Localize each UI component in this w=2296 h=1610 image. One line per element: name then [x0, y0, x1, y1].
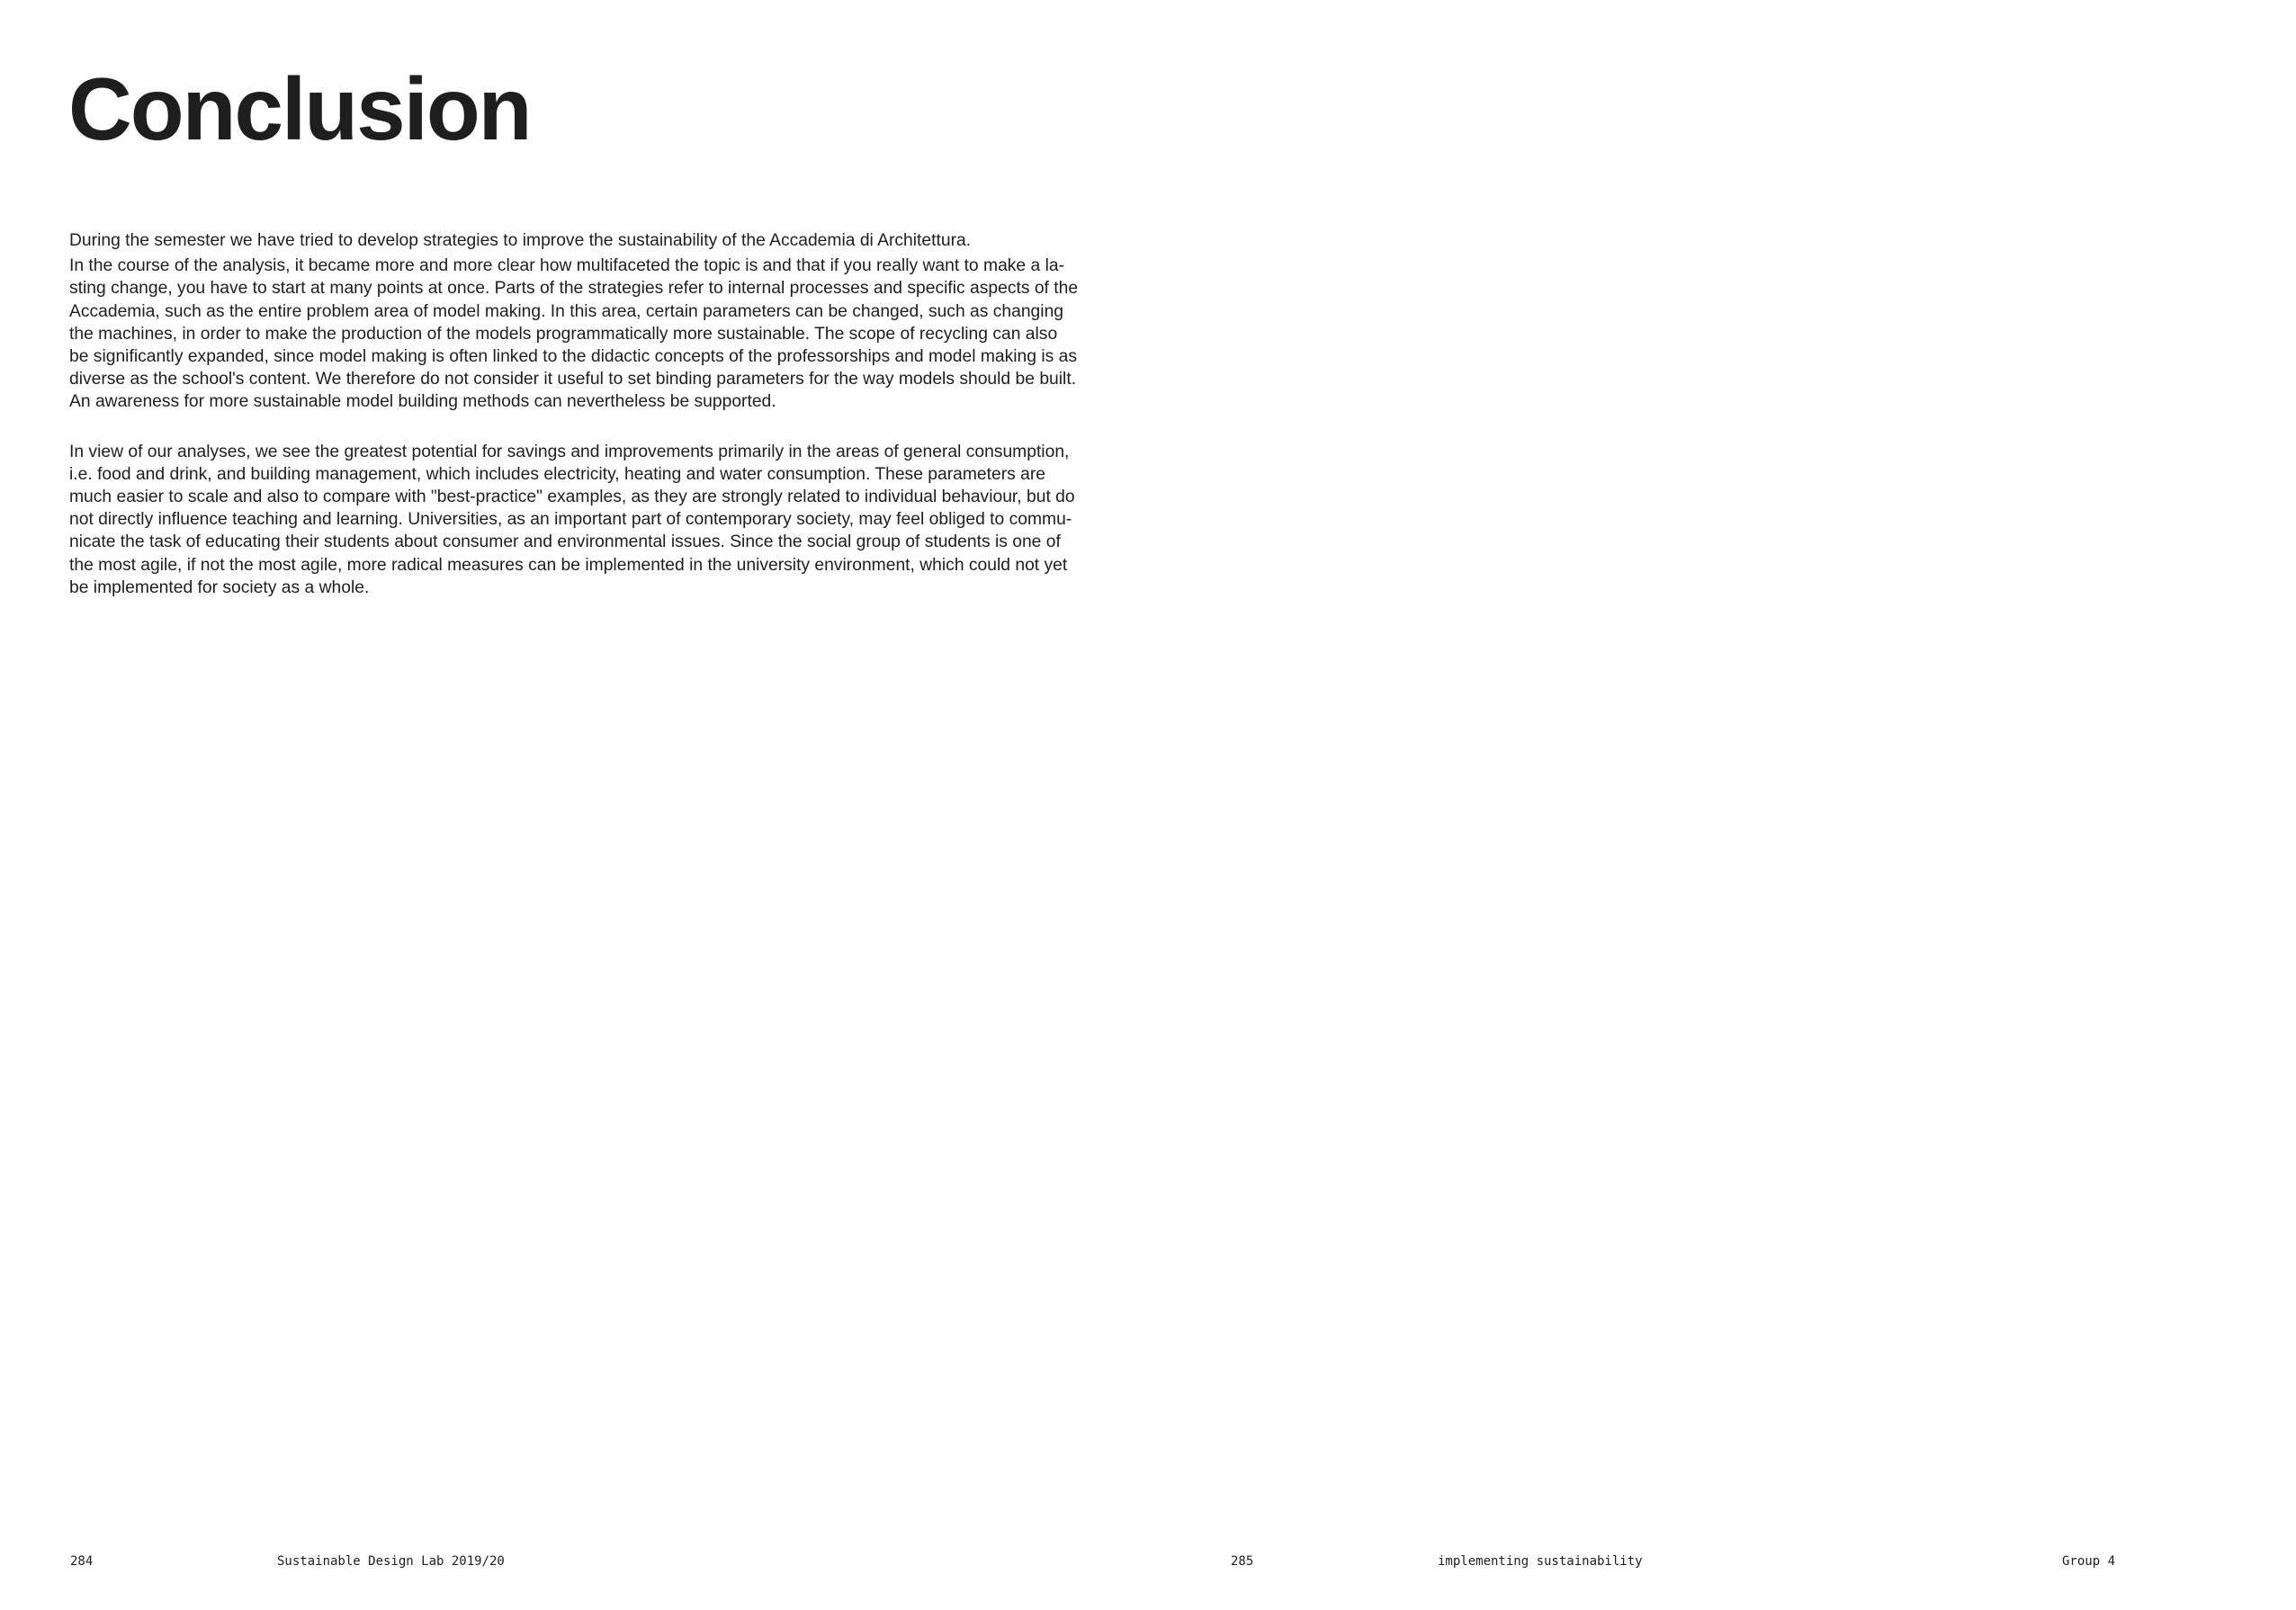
page-title: Conclusion: [68, 59, 531, 158]
text-line: the machines, in order to make the production of the models programmatically more sustainable. The scope of recycling can also: [69, 324, 1058, 344]
text-line: i.e. food and drink, and building management, which includes electricity, heating and water consumption. These parameters are: [69, 464, 1046, 484]
text-line: sting change, you have to start at many points at once. Parts of the strategies refer to internal processes and specific aspects of the: [69, 279, 1079, 299]
paragraph-potential: [69, 441, 1075, 599]
left-running-title: Sustainable Design Lab 2019/20: [277, 1554, 505, 1569]
text-line: diverse as the school's content. We therefore do not consider it useful to set binding parameters for the way models should be built.: [69, 370, 1077, 389]
left-page-number: 284: [70, 1554, 94, 1569]
text-line: In view of our analyses, we see the greatest potential for savings and improvements primarily in the areas of general consumption,: [69, 442, 1070, 461]
text-line: nicate the task of educating their students about consumer and environmental issues. Since the social group of students is one of: [69, 532, 1061, 552]
text-line: much easier to scale and also to compare with "best-practice" examples, as they are strongly related to individual behaviour, but do: [69, 487, 1075, 507]
text-line: not directly influence teaching and learning. Universities, as an important part of contemporary society, may feel obliged to commu-: [69, 510, 1072, 530]
paragraph-analysis: [69, 255, 1079, 413]
text-line: the most agile, if not the most agile, more radical measures can be implemented in the university environment, which could not yet: [69, 555, 1068, 575]
text-line: be significantly expanded, since model making is often linked to the didactic concepts of the professorships and model making is as: [69, 347, 1078, 367]
text-line: be implemented for society as a whole.: [69, 577, 370, 597]
conclusion-body: [69, 229, 1079, 626]
text-line: Accademia, such as the entire problem area of model making. In this area, certain parameters can be changed, such as changing: [69, 301, 1064, 321]
intro-paragraph: During the semester we have tried to develop strategies to improve the sustainability of the Accademia di Architettura.: [69, 231, 972, 250]
right-running-title: implementing sustainability: [1438, 1554, 1643, 1569]
text-line: An awareness for more sustainable model building methods can nevertheless be supported.: [69, 392, 776, 412]
group-label: Group 4: [2062, 1554, 2116, 1569]
text-line: In the course of the analysis, it became more and more clear how multifaceted the topic is and that if you really want to make a la-: [69, 256, 1065, 276]
right-page-number: 285: [1231, 1554, 1254, 1569]
